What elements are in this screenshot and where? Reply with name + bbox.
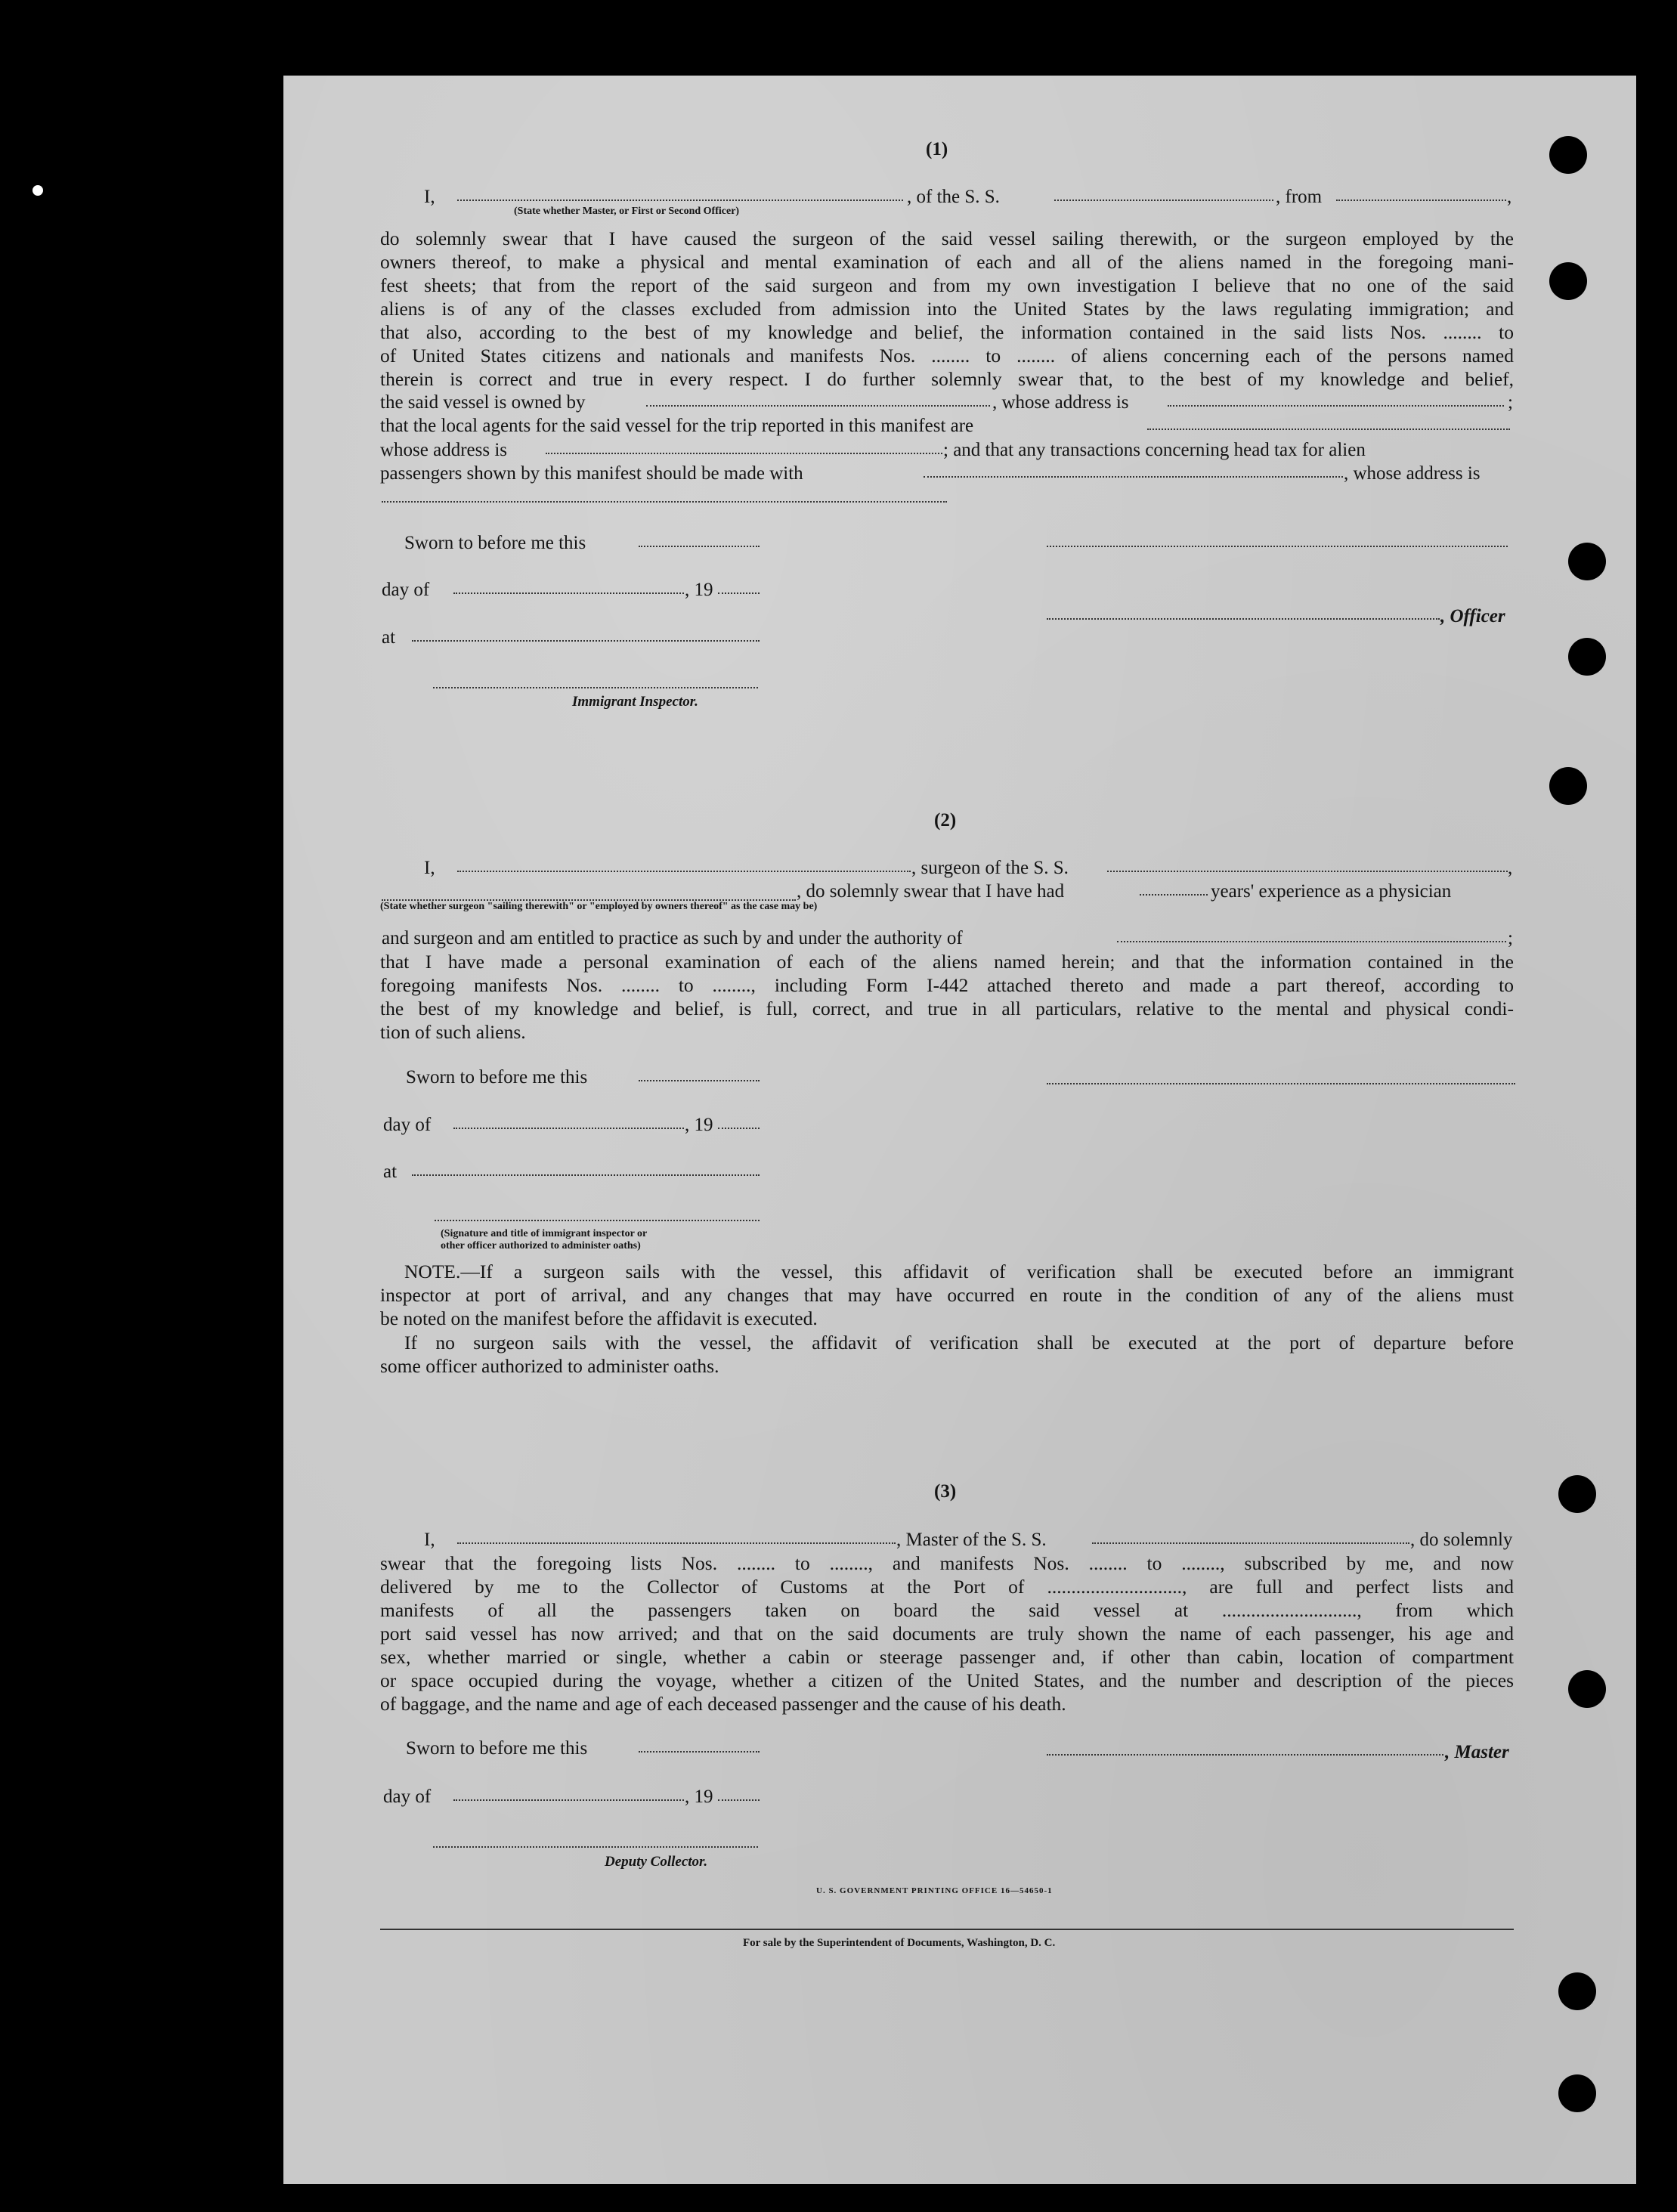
signature-note: (Signature and title of immigrant inspector or other officer authorized to administer oaths) [441,1228,648,1251]
master-of-ss-label: , Master of the S. S. [896,1530,1047,1550]
years-experience-text: years' experience as a physician [1211,881,1452,902]
day-of-label: day of [382,580,430,600]
day-of-label: day of [383,1115,432,1135]
oath-i: I, [424,858,435,878]
officer-name-field[interactable] [457,200,903,201]
agents-address-label: whose address is [380,440,508,460]
do-solemnly-text: , do solemnly [1410,1530,1513,1550]
sworn-label: Sworn to before me this [404,533,586,553]
month-field[interactable] [453,1128,684,1129]
whose-address-label-3: , whose address is [1344,463,1481,484]
month-field[interactable] [453,592,684,594]
agents-address-field[interactable] [546,453,942,454]
no-surgeon-paragraph: If no surgeon sails with the vessel, the affidavit of verification shall be executed at the port of departure before some officer authorized to administer oaths. [380,1332,1514,1377]
at-label: at [382,627,396,648]
punch-hole [1558,1972,1596,2010]
whose-address-label: , whose address is [992,392,1129,413]
year-field[interactable] [718,592,760,594]
day-of-label: day of [383,1787,432,1807]
officer-rank-note: (State whether Master, or First or Second Officer) [514,206,740,217]
contact-address-field[interactable] [382,501,947,503]
sworn-date-field[interactable] [639,546,760,547]
surgeon-swear-text: , do solemnly swear that I have had [797,881,1065,902]
section-2-heading: (2) [934,810,957,831]
surgeon-name-field[interactable] [457,871,911,872]
owner-address-field[interactable] [1168,405,1504,407]
inspector-signature-field[interactable] [433,687,758,688]
oath-i: I, [424,1530,435,1550]
surgeon-vessel-field[interactable] [1107,871,1508,872]
from-label: , from [1276,187,1323,207]
year-label: , 19 [685,580,713,600]
semicolon: ; [1508,392,1513,413]
authority-field[interactable] [1117,941,1506,942]
punch-hole [1558,2074,1596,2112]
surgeon-type-note: (State whether surgeon "sailing therewith" or "employed by owners thereof" as the case may be) [380,901,818,912]
section-2-paragraph: that I have made a personal examination of each of the aliens named herein; and that the information contained in the foregoing manifests Nos. ........ to ........, including Form I-442 attached thereto and made a part thereof, according to the best of my knowledge and belief, is full, correct, and true in all particulars, relative to the mental and physical condi- tion of such aliens. [380,951,1514,1043]
of-ss-label: , of the S. S. [907,187,1000,207]
month-field[interactable] [453,1799,684,1801]
year-field[interactable] [718,1128,760,1129]
punch-hole [1568,543,1606,580]
local-agents-label: that the local agents for the said vessel for the trip reported in this manifest are [380,416,974,436]
vessel-name-field[interactable] [1054,200,1273,201]
master-label: , Master [1445,1742,1509,1762]
surgeon-signature-field[interactable] [1047,1083,1515,1084]
owner-field[interactable] [646,405,990,407]
oath-i: I, [424,187,435,207]
passengers-text: passengers shown by this manifest should be made with [380,463,803,484]
section-3-heading: (3) [934,1481,957,1502]
section-1-paragraph: do solemnly swear that I have caused the surgeon of the said vessel sailing therewith, or the surgeon employed by the owners thereof, to make a physical and mental examination of each and all of the aliens named in the foregoing mani- fest sheets; that from the report of the said surgeon and from my own investigation I believe that no one of the said aliens is of any of the classes excluded from admission into the United States by the laws regulating immigration; and that also, according to the best of my knowledge and belief, the information contained in the said lists Nos. ........ to of United States citizens and nationals and manifests Nos. ........ to ........ of aliens concerning each of the persons named therein is correct and true in every respect. I do further solemnly swear that, to the best of my knowledge and belief, [380,227,1514,390]
punch-hole [1568,638,1606,676]
year-label: , 19 [685,1787,713,1807]
officer-label: , Officer [1440,606,1505,626]
head-tax-text: ; and that any transactions concerning head tax for alien [943,440,1366,460]
punch-hole [1549,767,1587,805]
punch-hole [1568,1670,1606,1708]
punch-hole [1549,136,1587,174]
section-3-paragraph: swear that the foregoing lists Nos. ........ to ........, and manifests Nos. ........ to ........, subscribed by me, and now delivered by me to the Collector of Customs at the Port of ............................, are full and perfect lists and manifests of all the passengers taken on board the said vessel at ............................, from which port said vessel has now arrived; and that on the said documents are truly shown the name of each passenger, his age and sex, whether married or single, whether a cabin or steerage passenger and, if other than cabin, location of compartment or space occupied during the voyage, whether a citizen of the United States, and the number and description of the pieces of baggage, and the name and age of each deceased passenger and the cause of his death. [380,1552,1514,1715]
master-vessel-field[interactable] [1092,1542,1409,1544]
note-paragraph: NOTE.—If a surgeon sails with the vessel, this affidavit of verification shall be executed before an immigrant inspector at port of arrival, and any changes that may have occurred en route in the condition of any of the aliens must be noted on the manifest before the affidavit is executed. [380,1261,1514,1329]
sworn-label: Sworn to before me this [406,1067,588,1087]
year-label: , 19 [685,1115,713,1135]
year-field[interactable] [718,1799,760,1801]
semicolon: ; [1508,928,1513,948]
surgeon-of-ss-label: , surgeon of the S. S. [911,858,1069,878]
sworn-label: Sworn to before me this [406,1738,588,1759]
punch-hole [1558,1475,1596,1513]
for-sale-notice: For sale by the Superintendent of Documents, Washington, D. C. [743,1937,1056,1949]
dust-speck [32,185,43,196]
printing-office-imprint: U. S. GOVERNMENT PRINTING OFFICE 16—54650-1 [816,1886,1053,1895]
comma: , [1508,858,1513,878]
years-experience-field[interactable] [1140,894,1208,896]
punch-hole [1549,262,1587,300]
place-field[interactable] [412,640,760,642]
at-label: at [383,1162,398,1182]
section-1-heading: (1) [926,139,948,159]
sworn-date-field[interactable] [639,1751,760,1753]
master-signature-field[interactable] [1047,1754,1443,1756]
witness-signature-field[interactable] [435,1220,760,1221]
sworn-date-field[interactable] [639,1080,760,1081]
place-field[interactable] [412,1174,760,1176]
immigrant-inspector-label: Immigrant Inspector. [572,694,698,710]
agents-field[interactable] [1147,428,1510,430]
deputy-collector-label: Deputy Collector. [605,1854,708,1870]
master-name-field[interactable] [457,1542,896,1544]
head-tax-contact-field[interactable] [924,476,1343,478]
officer-signature-top-field[interactable] [1047,546,1508,547]
owned-by-label: the said vessel is owned by [380,392,586,413]
comma: , [1507,187,1512,207]
authority-text: and surgeon and am entitled to practice as such by and under the authority of [382,928,963,948]
from-port-field[interactable] [1336,200,1506,201]
footer-rule [380,1929,1514,1930]
collector-signature-field[interactable] [433,1846,758,1848]
officer-signature-field[interactable] [1047,618,1440,620]
